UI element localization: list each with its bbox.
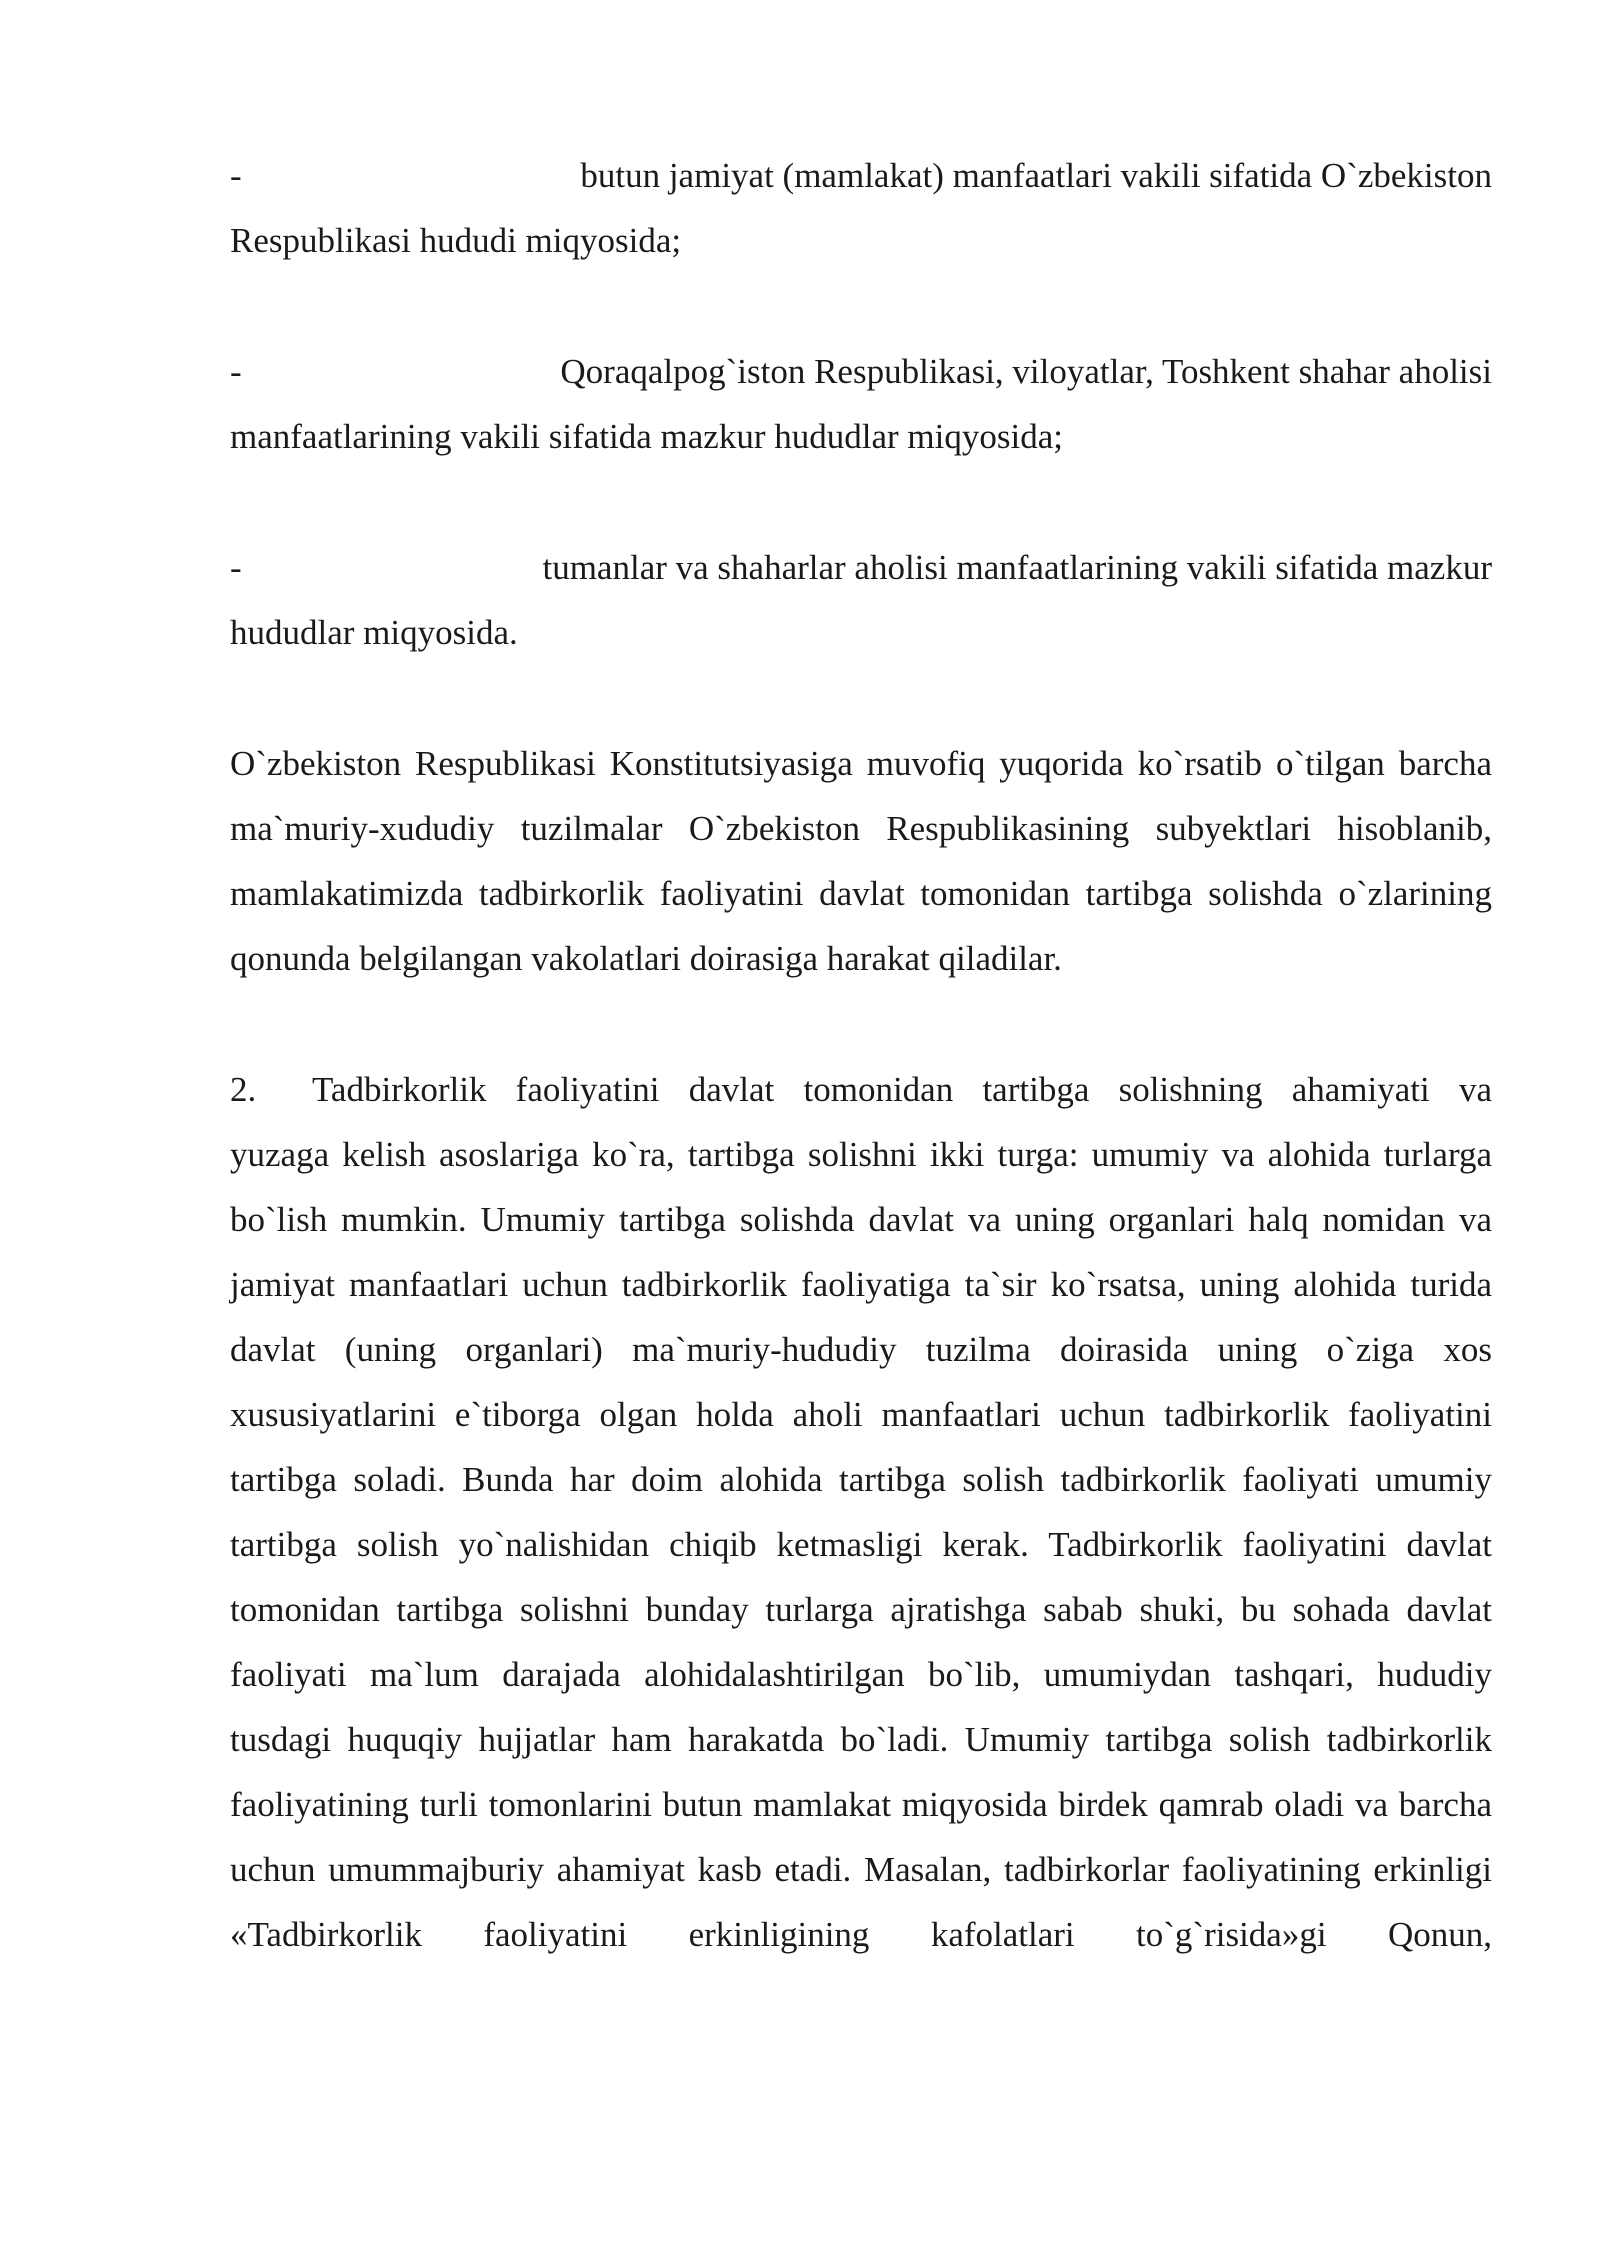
numbered-first-line bbox=[230, 1057, 1492, 1122]
bullet-text-start: tumanlar va shaharlar aholisi manfaatlarining vakili sifatida mazkur bbox=[542, 548, 1492, 587]
section-body: yuzaga kelish asoslariga ko`ra, tartibga solishni ikki turga: umumiy va alohida turlarga bo`lish mumkin. Umumiy tartibga solishda davlat va uning organlari halq nomidan va jamiyat manfaatlari uchun tadbirkorlik faoliyatiga ta`sir ko`rsatsa, uning alohida turida davlat (uning organlari) ma`muriy-hududiy tuzilma doirasida uning o`ziga xos xususiyatlarini e`tiborga olgan holda aholi manfaatlari uchun tadbirkorlik faoliyatini tartibga soladi. Bunda har doim alohida tartibga solish tadbirkorlik faoliyati umumiy tartibga solish yo`nalishidan chiqib ketmasligi kerak. Tadbirkorlik faoliyatini davlat tomonidan tartibga solishni bunday turlarga ajratishga sabab shuki, bu sohada davlat faoliyati ma`lum darajada alohidalashtirilgan bo`lib, umumiydan tashqari, hududiy tusdagi huquqiy hujjatlar ham harakatda bo`ladi. Umumiy tartibga solish tadbirkorlik faoliyatining turli tomonlarini butun mamlakat miqyosida birdek qamrab oladi va barcha uchun umummajburiy ahamiyat kasb etadi. Masalan, tadbirkorlar faoliyatining erkinligi «Tadbirkorlik faoliyatini erkinligining kafolatlari to`g`risida»gi Qonun, bbox=[230, 1135, 1492, 1954]
section-number: 2. bbox=[230, 1070, 257, 1109]
bullet-first-line bbox=[230, 339, 1492, 404]
bullet-dash: - bbox=[230, 548, 242, 587]
bullet-first-line bbox=[230, 143, 1492, 208]
bullet-item bbox=[230, 535, 1492, 665]
section-first-line: Tadbirkorlik faoliyatini davlat tomonidan tartibga solishning ahamiyati va bbox=[312, 1070, 1492, 1109]
paragraph-block bbox=[230, 731, 1492, 991]
body-paragraph: O`zbekiston Respublikasi Konstitutsiyasiga muvofiq yuqorida ko`rsatib o`tilgan barcha ma`muriy-xududiy tuzilmalar O`zbekiston Respublikasining subyektlari hisoblanib, mamlakatimizda tadbirkorlik faoliyatini davlat tomonidan tartibga solishda o`zlarining qonunda belgilangan vakolatlari doirasiga harakat qiladilar. bbox=[230, 744, 1492, 978]
bullet-text-continuation: manfaatlarining vakili sifatida mazkur hududlar miqyosida; bbox=[230, 417, 1063, 456]
bullet-dash: - bbox=[230, 352, 242, 391]
bullet-item bbox=[230, 143, 1492, 273]
bullet-text-start: butun jamiyat (mamlakat) manfaatlari vakili sifatida O`zbekiston bbox=[580, 156, 1492, 195]
bullet-text-start: Qoraqalpog`iston Respublikasi, viloyatlar, Toshkent shahar aholisi bbox=[560, 352, 1492, 391]
bullet-text-continuation: hududlar miqyosida. bbox=[230, 613, 518, 652]
bullet-first-line bbox=[230, 535, 1492, 600]
numbered-section bbox=[230, 1057, 1492, 1967]
bullet-dash: - bbox=[230, 156, 242, 195]
bullet-text-continuation: Respublikasi hududi miqyosida; bbox=[230, 221, 682, 260]
bullet-item bbox=[230, 339, 1492, 469]
